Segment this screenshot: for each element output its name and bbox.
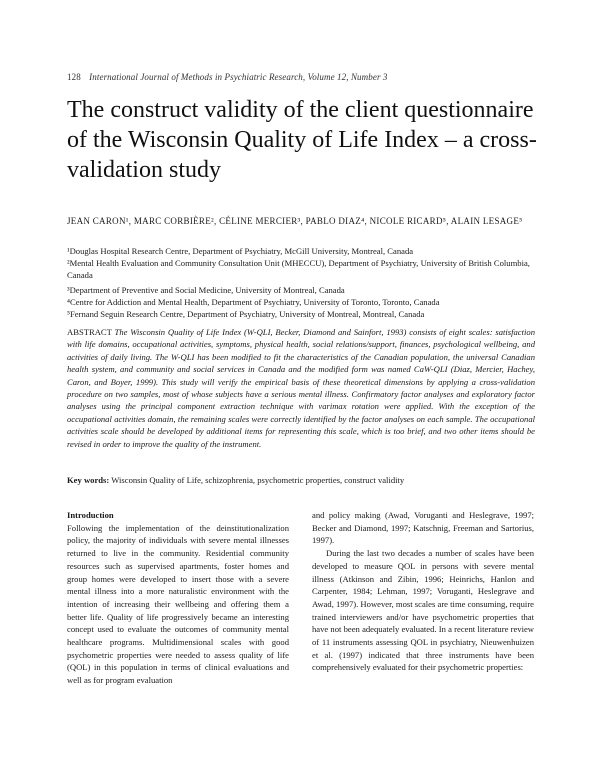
keywords bbox=[67, 474, 535, 486]
running-header bbox=[67, 72, 388, 82]
left-column bbox=[67, 509, 289, 687]
abstract bbox=[67, 326, 535, 450]
page-number: 128 bbox=[67, 72, 81, 82]
affiliation-5: ⁵Fernand Seguin Research Centre, Department of Psychiatry, University of Montreal, Montreal, Canada bbox=[67, 309, 425, 319]
affiliation-2: ²Mental Health Evaluation and Community Consultation Unit (MHECCU), Department of Psychiatry, University of British Columbia, Canada bbox=[67, 258, 530, 280]
author-list: JEAN CARON¹, MARC CORBIÈRE², CÉLINE MERCIER³, PABLO DIAZ⁴, NICOLE RICARD⁵, ALAIN LESAGE⁵ bbox=[67, 216, 523, 226]
affiliations bbox=[67, 245, 547, 320]
keywords-label: Key words: bbox=[67, 475, 110, 485]
introduction-paragraph-continued: and policy making (Awad, Voruganti and Heslegrave, 1997; Becker and Diamond, 1997; Katschnig, Freeman and Sartorius, 1997). bbox=[312, 510, 534, 546]
right-column bbox=[312, 509, 534, 674]
abstract-text: The Wisconsin Quality of Life Index (W-QLI, Becker, Diamond and Sainfort, 1993) consists of eight scales: satisfaction with life domains, occupational activities, symptoms, physical health, social relations/support, finances, psychological wellbeing, and activities of daily living. The W-QLI has been modified to fit the characteristics of the Canadian population, the universal Canadian health system, and community and social services in Canada and the modified form was named CaW-QLI (Diaz, Mercier, Hachey, Caron, and Boyer, 1999). This study will verify the empirical basis of these theoretical dimensions by applying a cross-validation procedure on two samples, most of whose subjects have a serious mental illness. Confirmatory factor analyses and exploratory factor analyses using the principal component extraction technique with varimax rotation were applied. With the exception of the occupational activities domain, the remaining scales were correctly identified by the factor analyses on each sample. The occupational activities scale should be developed by additional items for representing this scale, which is too brief, and two other items should be revised in order to improve the quality of the instrument. bbox=[67, 327, 535, 449]
section-heading-introduction: Introduction bbox=[67, 510, 114, 520]
affiliation-3: ³Department of Preventive and Social Medicine, University of Montreal, Canada bbox=[67, 285, 345, 295]
affiliation-4: ⁴Centre for Addiction and Mental Health, Department of Psychiatry, University of Toronto, Toronto, Canada bbox=[67, 297, 440, 307]
abstract-label: ABSTRACT bbox=[67, 327, 112, 337]
affiliation-1: ¹Douglas Hospital Research Centre, Department of Psychiatry, McGill University, Montreal, Canada bbox=[67, 246, 414, 256]
keywords-text: Wisconsin Quality of Life, schizophrenia, psychometric properties, construct validity bbox=[111, 475, 405, 485]
introduction-paragraph-1: Following the implementation of the deinstitutionalization policy, the majority of individuals with severe mental illnesses returned to live in the community. Residential community resources such as supervised apartments, foster homes and group homes were developed to insert those with a severe mental illness into a more naturalistic environment with the intention of increasing their wellbeing and offering them a better life. Quality of life progressively became an interesting concept used to evaluate the outcomes of community mental healthcare programs. Multidimensional scales with good psychometric properties were needed to assess quality of life (QOL) in this population in terms of clinical evaluations and well as for program evaluation bbox=[67, 522, 289, 686]
article-title: The construct validity of the client questionnaire of the Wisconsin Quality of Life Index – a cross-validation study bbox=[67, 97, 537, 183]
journal-name: International Journal of Methods in Psychiatric Research, Volume 12, Number 3 bbox=[89, 72, 388, 82]
introduction-paragraph-2: During the last two decades a number of scales have been developed to measure QOL in persons with severe mental illness (Atkinson and Zibin, 1996; Heinrichs, Hanlon and Carpenter, 1984; Lehman, 1997; Voruganti, Heslegrave and Awad, 1997). However, most scales are time consuming, require trained interviewers and/or have psychometric properties that have not been adequately evaluated. In a recent literature review of 11 instruments assessing QOL in psychiatry, Nieuwenhuizen et al. (1997) indicated that three instruments have been comprehensively evaluated for their psychometric properties: bbox=[312, 548, 534, 673]
